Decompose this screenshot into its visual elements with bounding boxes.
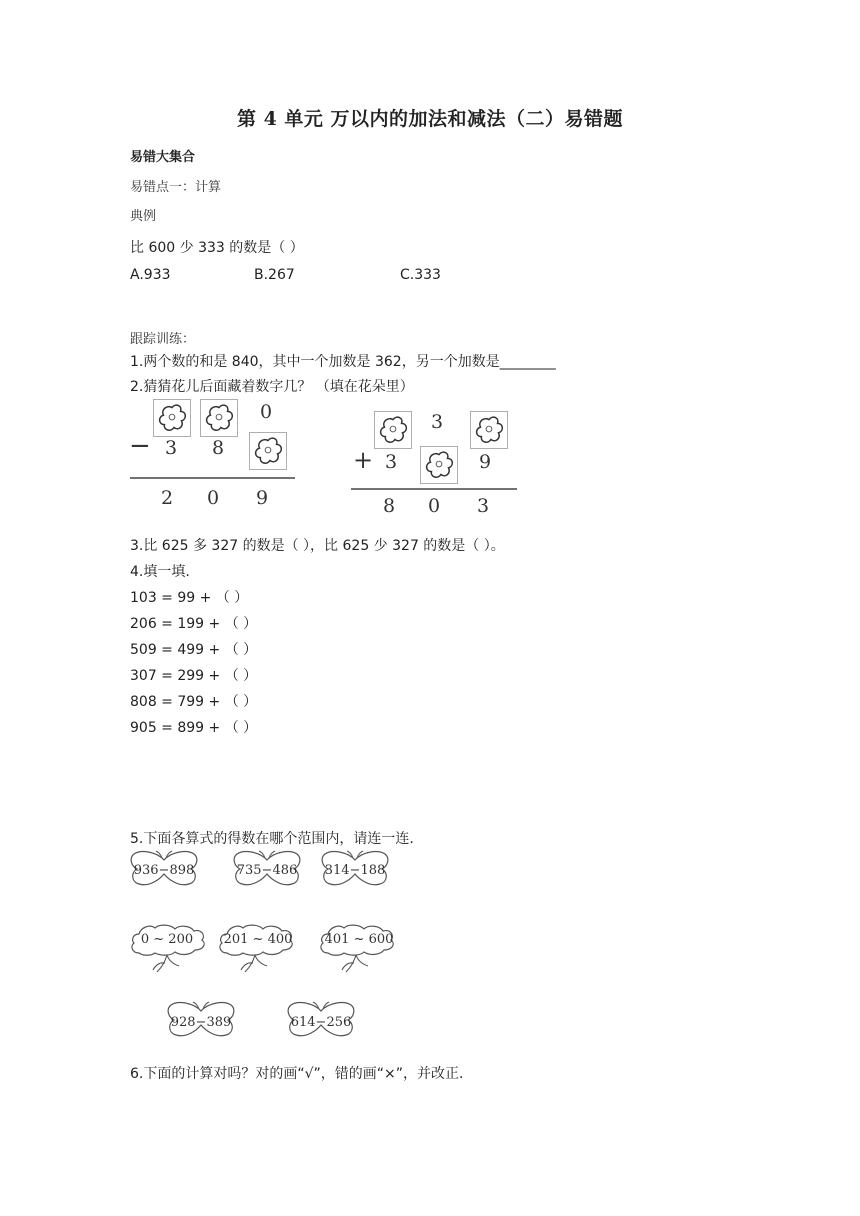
butterfly-label: 314−188 [324, 863, 386, 878]
flower-box[interactable] [153, 399, 190, 436]
practice-label: 跟踪训练： [130, 332, 196, 347]
butterfly-label: 735−486 [236, 863, 298, 878]
butterfly-card[interactable] [131, 851, 197, 885]
digit: 0 [260, 401, 273, 423]
digit: 3 [165, 437, 178, 459]
subtraction-puzzle [125, 396, 305, 518]
butterfly-label: 614−256 [290, 1015, 352, 1030]
option-c: C.333 [400, 267, 441, 283]
butterfly-card[interactable] [234, 851, 300, 885]
butterfly-card[interactable] [322, 851, 388, 885]
digit: 8 [212, 437, 225, 459]
flower-label: 201 ~ 400 [223, 932, 293, 947]
digit: 3 [477, 495, 490, 517]
fill-item: 509 = 499 + （ ） [130, 642, 258, 658]
flower-card[interactable] [220, 925, 292, 972]
fill-item: 905 = 899 + （ ） [130, 720, 258, 736]
operator: − [129, 431, 151, 461]
matching-exercise [125, 846, 415, 1046]
flower-label: 401 ~ 600 [324, 932, 394, 947]
section-header: 易错大集合 [130, 150, 196, 165]
flower-box[interactable] [200, 399, 237, 436]
flower-label: 0 ~ 200 [140, 932, 194, 947]
example-question: 比 600 少 333 的数是（ ） [130, 240, 304, 256]
butterfly-label: 936−898 [133, 863, 195, 878]
question-5: 5.下面各算式的得数在哪个范围内，请连一连. [130, 831, 414, 847]
butterfly-card[interactable] [168, 1002, 234, 1036]
butterfly-card[interactable] [288, 1002, 354, 1036]
flower-card[interactable] [132, 925, 204, 972]
question-2: 2.猜猜花儿后面藏着数字几？ （填在花朵里） [130, 379, 414, 395]
question-6: 6.下面的计算对吗？对的画“√”，错的画“×”，并改正. [130, 1066, 464, 1082]
option-b: B.267 [254, 267, 295, 283]
digit: 8 [383, 495, 396, 517]
option-a: A.933 [130, 267, 171, 283]
addition-puzzle [345, 406, 525, 518]
question-4: 4.填一填. [130, 564, 190, 580]
flower-box[interactable] [374, 411, 411, 448]
flower-box[interactable] [420, 446, 457, 483]
flower-box[interactable] [249, 432, 286, 469]
question-3: 3.比 625 多 327 的数是（ ），比 625 少 327 的数是（ ）。 [130, 538, 505, 554]
flower-box[interactable] [470, 411, 507, 448]
flower-card[interactable] [321, 925, 393, 972]
digit: 2 [161, 487, 174, 509]
fill-item: 808 = 799 + （ ） [130, 694, 258, 710]
digit: 9 [479, 451, 492, 473]
digit: 0 [207, 487, 220, 509]
digit: 3 [385, 451, 398, 473]
page-title: 第 4 单元 万以内的加法和减法（二）易错题 [236, 108, 624, 130]
example-label: 典例 [130, 209, 157, 224]
error-point-label: 易错点一：计算 [130, 180, 222, 195]
operator: + [353, 446, 374, 474]
question-1: 1.两个数的和是 840，其中一个加数是 362，另一个加数是________ [130, 354, 556, 370]
digit: 0 [428, 495, 441, 517]
fill-item: 103 = 99 + （ ） [130, 590, 249, 606]
fill-item: 307 = 299 + （ ） [130, 668, 258, 684]
digit: 3 [431, 411, 444, 433]
digit: 9 [256, 487, 269, 509]
fill-item: 206 = 199 + （ ） [130, 616, 258, 632]
butterfly-label: 928−389 [170, 1015, 232, 1030]
